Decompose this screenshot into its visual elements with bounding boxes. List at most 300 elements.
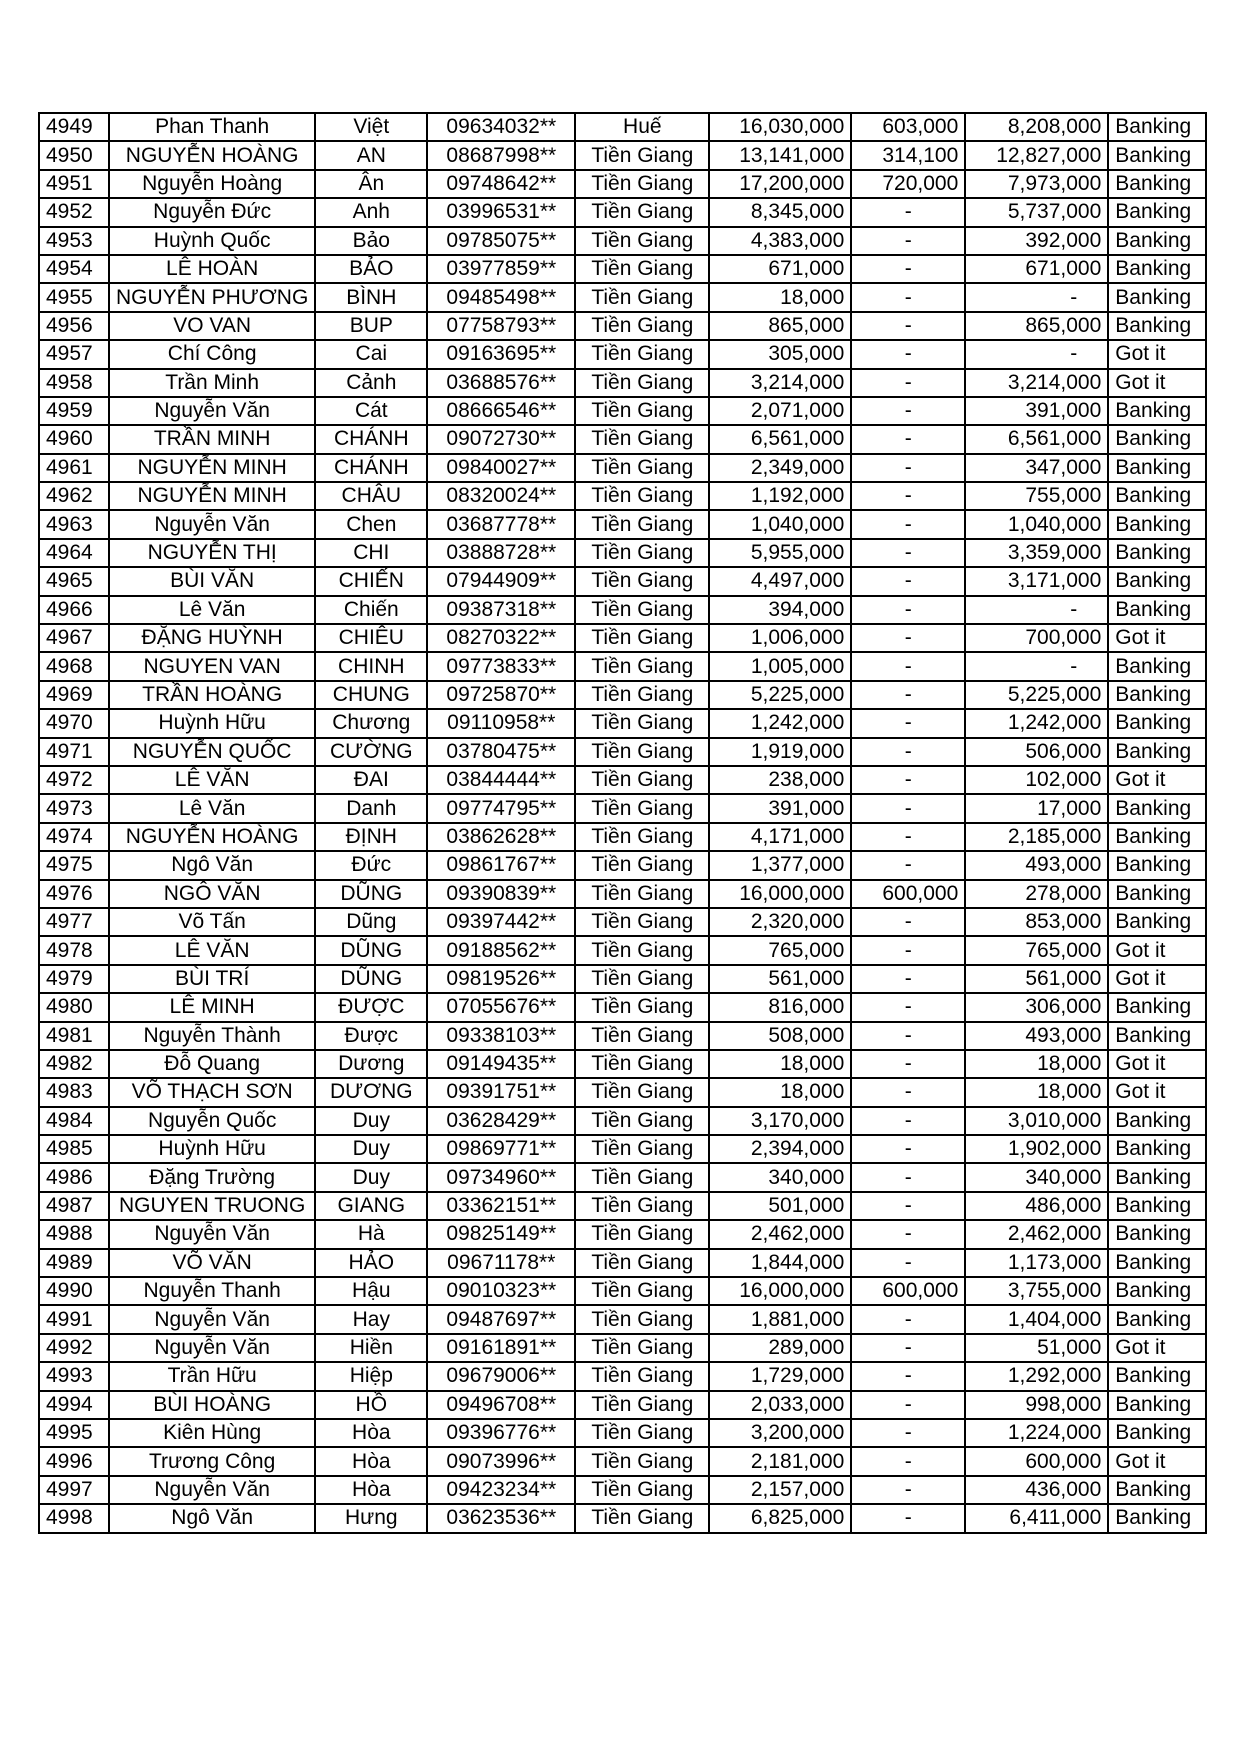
balance-cell: 600,000 bbox=[965, 1447, 1108, 1475]
id-cell: 4993 bbox=[39, 1362, 109, 1390]
method-cell: Banking bbox=[1108, 539, 1206, 567]
balance-cell: 6,411,000 bbox=[965, 1504, 1108, 1532]
method-cell: Banking bbox=[1108, 823, 1206, 851]
id-cell: 4996 bbox=[39, 1447, 109, 1475]
phone-cell: 09149435** bbox=[427, 1050, 575, 1078]
given-name-cell: HẢO bbox=[315, 1249, 427, 1277]
given-name-cell: Việt bbox=[315, 113, 427, 141]
given-name-cell: CHUNG bbox=[315, 681, 427, 709]
balance-cell: 700,000 bbox=[965, 624, 1108, 652]
id-cell: 4987 bbox=[39, 1192, 109, 1220]
province-cell: Tiền Giang bbox=[575, 1078, 709, 1106]
province-cell: Tiền Giang bbox=[575, 567, 709, 595]
table-row bbox=[39, 1050, 1206, 1078]
fee-cell: - bbox=[851, 198, 965, 226]
balance-cell: - bbox=[965, 340, 1108, 368]
method-cell: Banking bbox=[1108, 397, 1206, 425]
balance-cell: 3,755,000 bbox=[965, 1277, 1108, 1305]
given-name-cell: Hòa bbox=[315, 1447, 427, 1475]
fee-cell: - bbox=[851, 936, 965, 964]
fee-cell: - bbox=[851, 1022, 965, 1050]
given-name-cell: Hiệp bbox=[315, 1362, 427, 1390]
method-cell: Banking bbox=[1108, 851, 1206, 879]
family-name-cell: LÊ VĂN bbox=[109, 936, 315, 964]
method-cell: Got it bbox=[1108, 1447, 1206, 1475]
balance-cell: 391,000 bbox=[965, 397, 1108, 425]
table-row bbox=[39, 567, 1206, 595]
method-cell: Banking bbox=[1108, 1220, 1206, 1248]
balance-cell: 506,000 bbox=[965, 738, 1108, 766]
balance-cell: 3,214,000 bbox=[965, 369, 1108, 397]
given-name-cell: ĐAI bbox=[315, 766, 427, 794]
fee-cell: - bbox=[851, 1305, 965, 1333]
id-cell: 4975 bbox=[39, 851, 109, 879]
method-cell: Banking bbox=[1108, 1391, 1206, 1419]
family-name-cell: Huỳnh Hữu bbox=[109, 1135, 315, 1163]
amount-cell: 18,000 bbox=[709, 283, 851, 311]
method-cell: Banking bbox=[1108, 1277, 1206, 1305]
fee-cell: - bbox=[851, 1135, 965, 1163]
family-name-cell: TRẦN MINH bbox=[109, 425, 315, 453]
phone-cell: 09387318** bbox=[427, 596, 575, 624]
fee-cell: - bbox=[851, 1334, 965, 1362]
amount-cell: 671,000 bbox=[709, 255, 851, 283]
family-name-cell: Kiên Hùng bbox=[109, 1419, 315, 1447]
amount-cell: 18,000 bbox=[709, 1050, 851, 1078]
id-cell: 4978 bbox=[39, 936, 109, 964]
family-name-cell: Lê Văn bbox=[109, 794, 315, 822]
balance-cell: 102,000 bbox=[965, 766, 1108, 794]
fee-cell: - bbox=[851, 1107, 965, 1135]
family-name-cell: Nguyễn Đức bbox=[109, 198, 315, 226]
amount-cell: 5,225,000 bbox=[709, 681, 851, 709]
id-cell: 4974 bbox=[39, 823, 109, 851]
balance-cell: 7,973,000 bbox=[965, 170, 1108, 198]
fee-cell: - bbox=[851, 1447, 965, 1475]
balance-cell: 493,000 bbox=[965, 1022, 1108, 1050]
amount-cell: 4,497,000 bbox=[709, 567, 851, 595]
id-cell: 4971 bbox=[39, 738, 109, 766]
id-cell: 4950 bbox=[39, 141, 109, 169]
phone-cell: 03687778** bbox=[427, 510, 575, 538]
table-row bbox=[39, 397, 1206, 425]
province-cell: Tiền Giang bbox=[575, 1249, 709, 1277]
given-name-cell: Hòa bbox=[315, 1476, 427, 1504]
balance-cell: - bbox=[965, 283, 1108, 311]
given-name-cell: CHIÊU bbox=[315, 624, 427, 652]
family-name-cell: Nguyễn Hoàng bbox=[109, 170, 315, 198]
fee-cell: - bbox=[851, 1249, 965, 1277]
fee-cell: - bbox=[851, 1078, 965, 1106]
amount-cell: 1,242,000 bbox=[709, 709, 851, 737]
phone-cell: 09391751** bbox=[427, 1078, 575, 1106]
id-cell: 4960 bbox=[39, 425, 109, 453]
family-name-cell: BÙI HOÀNG bbox=[109, 1391, 315, 1419]
phone-cell: 03362151** bbox=[427, 1192, 575, 1220]
family-name-cell: Chí Công bbox=[109, 340, 315, 368]
table-row bbox=[39, 709, 1206, 737]
province-cell: Tiền Giang bbox=[575, 823, 709, 851]
family-name-cell: Nguyễn Văn bbox=[109, 510, 315, 538]
method-cell: Banking bbox=[1108, 993, 1206, 1021]
fee-cell: - bbox=[851, 624, 965, 652]
province-cell: Tiền Giang bbox=[575, 1192, 709, 1220]
fee-cell: - bbox=[851, 709, 965, 737]
family-name-cell: Nguyễn Thanh bbox=[109, 1277, 315, 1305]
table-row bbox=[39, 340, 1206, 368]
given-name-cell: AN bbox=[315, 141, 427, 169]
given-name-cell: CƯỜNG bbox=[315, 738, 427, 766]
fee-cell: - bbox=[851, 1504, 965, 1532]
family-name-cell: TRẦN HOÀNG bbox=[109, 681, 315, 709]
fee-cell: - bbox=[851, 397, 965, 425]
table-row bbox=[39, 1192, 1206, 1220]
table-row bbox=[39, 993, 1206, 1021]
fee-cell: - bbox=[851, 312, 965, 340]
table-row bbox=[39, 1504, 1206, 1532]
phone-cell: 08666546** bbox=[427, 397, 575, 425]
given-name-cell: Hậu bbox=[315, 1277, 427, 1305]
id-cell: 4977 bbox=[39, 908, 109, 936]
amount-cell: 1,006,000 bbox=[709, 624, 851, 652]
balance-cell: 671,000 bbox=[965, 255, 1108, 283]
fee-cell: - bbox=[851, 1163, 965, 1191]
phone-cell: 07944909** bbox=[427, 567, 575, 595]
id-cell: 4962 bbox=[39, 482, 109, 510]
family-name-cell: NGUYỄN PHƯƠNG bbox=[109, 283, 315, 311]
table-row bbox=[39, 255, 1206, 283]
given-name-cell: Dương bbox=[315, 1050, 427, 1078]
method-cell: Banking bbox=[1108, 1107, 1206, 1135]
balance-cell: 5,737,000 bbox=[965, 198, 1108, 226]
family-name-cell: Ngô Văn bbox=[109, 851, 315, 879]
phone-cell: 03628429** bbox=[427, 1107, 575, 1135]
family-name-cell: VÕ VĂN bbox=[109, 1249, 315, 1277]
method-cell: Banking bbox=[1108, 794, 1206, 822]
id-cell: 4959 bbox=[39, 397, 109, 425]
id-cell: 4989 bbox=[39, 1249, 109, 1277]
family-name-cell: NGUYỄN HOÀNG bbox=[109, 141, 315, 169]
phone-cell: 07055676** bbox=[427, 993, 575, 1021]
family-name-cell: Trần Hữu bbox=[109, 1362, 315, 1390]
fee-cell: - bbox=[851, 1476, 965, 1504]
balance-cell: 8,208,000 bbox=[965, 113, 1108, 141]
fee-cell: - bbox=[851, 794, 965, 822]
balance-cell: 347,000 bbox=[965, 454, 1108, 482]
fee-cell: - bbox=[851, 283, 965, 311]
table-row bbox=[39, 1220, 1206, 1248]
id-cell: 4967 bbox=[39, 624, 109, 652]
province-cell: Tiền Giang bbox=[575, 1050, 709, 1078]
balance-cell: 765,000 bbox=[965, 936, 1108, 964]
table-row bbox=[39, 880, 1206, 908]
method-cell: Banking bbox=[1108, 454, 1206, 482]
table-row bbox=[39, 1334, 1206, 1362]
province-cell: Tiền Giang bbox=[575, 1107, 709, 1135]
province-cell: Tiền Giang bbox=[575, 227, 709, 255]
id-cell: 4983 bbox=[39, 1078, 109, 1106]
id-cell: 4957 bbox=[39, 340, 109, 368]
family-name-cell: VO VAN bbox=[109, 312, 315, 340]
fee-cell: - bbox=[851, 993, 965, 1021]
province-cell: Tiền Giang bbox=[575, 482, 709, 510]
amount-cell: 2,320,000 bbox=[709, 908, 851, 936]
amount-cell: 865,000 bbox=[709, 312, 851, 340]
amount-cell: 289,000 bbox=[709, 1334, 851, 1362]
method-cell: Banking bbox=[1108, 255, 1206, 283]
table-row bbox=[39, 851, 1206, 879]
id-cell: 4964 bbox=[39, 539, 109, 567]
phone-cell: 09188562** bbox=[427, 936, 575, 964]
amount-cell: 394,000 bbox=[709, 596, 851, 624]
balance-cell: 998,000 bbox=[965, 1391, 1108, 1419]
province-cell: Tiền Giang bbox=[575, 766, 709, 794]
method-cell: Banking bbox=[1108, 596, 1206, 624]
fee-cell: - bbox=[851, 482, 965, 510]
phone-cell: 09072730** bbox=[427, 425, 575, 453]
fee-cell: - bbox=[851, 908, 965, 936]
fee-cell: - bbox=[851, 652, 965, 680]
table-row bbox=[39, 1163, 1206, 1191]
province-cell: Tiền Giang bbox=[575, 993, 709, 1021]
amount-cell: 2,157,000 bbox=[709, 1476, 851, 1504]
method-cell: Got it bbox=[1108, 936, 1206, 964]
given-name-cell: CHÁNH bbox=[315, 454, 427, 482]
balance-cell: 17,000 bbox=[965, 794, 1108, 822]
balance-cell: 392,000 bbox=[965, 227, 1108, 255]
method-cell: Banking bbox=[1108, 141, 1206, 169]
amount-cell: 2,349,000 bbox=[709, 454, 851, 482]
phone-cell: 09485498** bbox=[427, 283, 575, 311]
family-name-cell: Nguyễn Thành bbox=[109, 1022, 315, 1050]
table-row bbox=[39, 1135, 1206, 1163]
phone-cell: 09338103** bbox=[427, 1022, 575, 1050]
phone-cell: 08320024** bbox=[427, 482, 575, 510]
table-row bbox=[39, 681, 1206, 709]
province-cell: Tiền Giang bbox=[575, 454, 709, 482]
given-name-cell: Duy bbox=[315, 1107, 427, 1135]
amount-cell: 391,000 bbox=[709, 794, 851, 822]
family-name-cell: Nguyễn Văn bbox=[109, 1220, 315, 1248]
table-row bbox=[39, 198, 1206, 226]
balance-cell: 1,902,000 bbox=[965, 1135, 1108, 1163]
id-cell: 4951 bbox=[39, 170, 109, 198]
given-name-cell: DŨNG bbox=[315, 936, 427, 964]
table-row bbox=[39, 113, 1206, 141]
fee-cell: - bbox=[851, 738, 965, 766]
method-cell: Banking bbox=[1108, 1022, 1206, 1050]
fee-cell: 600,000 bbox=[851, 880, 965, 908]
balance-cell: 436,000 bbox=[965, 1476, 1108, 1504]
method-cell: Banking bbox=[1108, 908, 1206, 936]
province-cell: Tiền Giang bbox=[575, 198, 709, 226]
province-cell: Tiền Giang bbox=[575, 1163, 709, 1191]
method-cell: Banking bbox=[1108, 652, 1206, 680]
province-cell: Tiền Giang bbox=[575, 510, 709, 538]
amount-cell: 17,200,000 bbox=[709, 170, 851, 198]
family-name-cell: Nguyễn Quốc bbox=[109, 1107, 315, 1135]
balance-cell: 3,359,000 bbox=[965, 539, 1108, 567]
phone-cell: 09734960** bbox=[427, 1163, 575, 1191]
table-row bbox=[39, 1391, 1206, 1419]
table-row bbox=[39, 1107, 1206, 1135]
fee-cell: - bbox=[851, 596, 965, 624]
family-name-cell: Huỳnh Quốc bbox=[109, 227, 315, 255]
amount-cell: 3,170,000 bbox=[709, 1107, 851, 1135]
id-cell: 4990 bbox=[39, 1277, 109, 1305]
id-cell: 4992 bbox=[39, 1334, 109, 1362]
phone-cell: 09774795** bbox=[427, 794, 575, 822]
balance-cell: 486,000 bbox=[965, 1192, 1108, 1220]
balance-cell: 12,827,000 bbox=[965, 141, 1108, 169]
fee-cell: - bbox=[851, 766, 965, 794]
family-name-cell: Huỳnh Hữu bbox=[109, 709, 315, 737]
balance-cell: 493,000 bbox=[965, 851, 1108, 879]
amount-cell: 816,000 bbox=[709, 993, 851, 1021]
amount-cell: 2,462,000 bbox=[709, 1220, 851, 1248]
fee-cell: 600,000 bbox=[851, 1277, 965, 1305]
table-row bbox=[39, 482, 1206, 510]
id-cell: 4966 bbox=[39, 596, 109, 624]
amount-cell: 2,394,000 bbox=[709, 1135, 851, 1163]
id-cell: 4997 bbox=[39, 1476, 109, 1504]
table-row bbox=[39, 170, 1206, 198]
given-name-cell: BÌNH bbox=[315, 283, 427, 311]
balance-cell: 340,000 bbox=[965, 1163, 1108, 1191]
balance-cell: 3,010,000 bbox=[965, 1107, 1108, 1135]
balance-cell: 3,171,000 bbox=[965, 567, 1108, 595]
province-cell: Tiền Giang bbox=[575, 170, 709, 198]
amount-cell: 508,000 bbox=[709, 1022, 851, 1050]
table-row bbox=[39, 227, 1206, 255]
given-name-cell: Dũng bbox=[315, 908, 427, 936]
method-cell: Got it bbox=[1108, 340, 1206, 368]
method-cell: Banking bbox=[1108, 170, 1206, 198]
province-cell: Tiền Giang bbox=[575, 1419, 709, 1447]
table-row bbox=[39, 908, 1206, 936]
amount-cell: 16,000,000 bbox=[709, 1277, 851, 1305]
id-cell: 4972 bbox=[39, 766, 109, 794]
family-name-cell: LÊ MINH bbox=[109, 993, 315, 1021]
balance-cell: 1,040,000 bbox=[965, 510, 1108, 538]
id-cell: 4955 bbox=[39, 283, 109, 311]
table-row bbox=[39, 738, 1206, 766]
family-name-cell: VÕ THẠCH SƠN bbox=[109, 1078, 315, 1106]
given-name-cell: Danh bbox=[315, 794, 427, 822]
amount-cell: 4,383,000 bbox=[709, 227, 851, 255]
table-row bbox=[39, 794, 1206, 822]
table-row bbox=[39, 510, 1206, 538]
province-cell: Tiền Giang bbox=[575, 340, 709, 368]
data-table bbox=[38, 112, 1207, 1534]
balance-cell: - bbox=[965, 652, 1108, 680]
amount-cell: 2,071,000 bbox=[709, 397, 851, 425]
method-cell: Banking bbox=[1108, 1476, 1206, 1504]
table-row bbox=[39, 454, 1206, 482]
table-row bbox=[39, 823, 1206, 851]
amount-cell: 8,345,000 bbox=[709, 198, 851, 226]
id-cell: 4963 bbox=[39, 510, 109, 538]
province-cell: Tiền Giang bbox=[575, 652, 709, 680]
fee-cell: - bbox=[851, 567, 965, 595]
phone-cell: 09496708** bbox=[427, 1391, 575, 1419]
phone-cell: 03977859** bbox=[427, 255, 575, 283]
province-cell: Tiền Giang bbox=[575, 1476, 709, 1504]
given-name-cell: HỒ bbox=[315, 1391, 427, 1419]
given-name-cell: ĐƯỢC bbox=[315, 993, 427, 1021]
fee-cell: 314,100 bbox=[851, 141, 965, 169]
method-cell: Banking bbox=[1108, 1249, 1206, 1277]
balance-cell: 18,000 bbox=[965, 1050, 1108, 1078]
fee-cell: - bbox=[851, 965, 965, 993]
province-cell: Tiền Giang bbox=[575, 1334, 709, 1362]
amount-cell: 340,000 bbox=[709, 1163, 851, 1191]
id-cell: 4979 bbox=[39, 965, 109, 993]
id-cell: 4986 bbox=[39, 1163, 109, 1191]
family-name-cell: NGUYEN TRUONG bbox=[109, 1192, 315, 1220]
fee-cell: - bbox=[851, 851, 965, 879]
balance-cell: 1,292,000 bbox=[965, 1362, 1108, 1390]
province-cell: Tiền Giang bbox=[575, 1362, 709, 1390]
family-name-cell: Nguyễn Văn bbox=[109, 1334, 315, 1362]
phone-cell: 08270322** bbox=[427, 624, 575, 652]
phone-cell: 09785075** bbox=[427, 227, 575, 255]
given-name-cell: BẢO bbox=[315, 255, 427, 283]
province-cell: Tiền Giang bbox=[575, 1022, 709, 1050]
method-cell: Banking bbox=[1108, 113, 1206, 141]
province-cell: Tiền Giang bbox=[575, 1391, 709, 1419]
province-cell: Tiền Giang bbox=[575, 880, 709, 908]
amount-cell: 13,141,000 bbox=[709, 141, 851, 169]
phone-cell: 03996531** bbox=[427, 198, 575, 226]
id-cell: 4981 bbox=[39, 1022, 109, 1050]
id-cell: 4965 bbox=[39, 567, 109, 595]
family-name-cell: NGUYỄN THỊ bbox=[109, 539, 315, 567]
method-cell: Banking bbox=[1108, 1135, 1206, 1163]
table-row bbox=[39, 425, 1206, 453]
fee-cell: - bbox=[851, 539, 965, 567]
method-cell: Banking bbox=[1108, 1163, 1206, 1191]
method-cell: Banking bbox=[1108, 709, 1206, 737]
province-cell: Tiền Giang bbox=[575, 1447, 709, 1475]
balance-cell: 755,000 bbox=[965, 482, 1108, 510]
method-cell: Banking bbox=[1108, 1504, 1206, 1532]
id-cell: 4991 bbox=[39, 1305, 109, 1333]
phone-cell: 09390839** bbox=[427, 880, 575, 908]
province-cell: Tiền Giang bbox=[575, 624, 709, 652]
method-cell: Banking bbox=[1108, 880, 1206, 908]
table-row bbox=[39, 1419, 1206, 1447]
family-name-cell: Trương Công bbox=[109, 1447, 315, 1475]
given-name-cell: DŨNG bbox=[315, 880, 427, 908]
amount-cell: 765,000 bbox=[709, 936, 851, 964]
fee-cell: 720,000 bbox=[851, 170, 965, 198]
given-name-cell: Bảo bbox=[315, 227, 427, 255]
amount-cell: 1,729,000 bbox=[709, 1362, 851, 1390]
given-name-cell: Chiến bbox=[315, 596, 427, 624]
province-cell: Tiền Giang bbox=[575, 397, 709, 425]
family-name-cell: Lê Văn bbox=[109, 596, 315, 624]
given-name-cell: ĐỊNH bbox=[315, 823, 427, 851]
table-row bbox=[39, 539, 1206, 567]
id-cell: 4994 bbox=[39, 1391, 109, 1419]
phone-cell: 09161891** bbox=[427, 1334, 575, 1362]
family-name-cell: LÊ VĂN bbox=[109, 766, 315, 794]
province-cell: Tiền Giang bbox=[575, 965, 709, 993]
amount-cell: 1,192,000 bbox=[709, 482, 851, 510]
id-cell: 4980 bbox=[39, 993, 109, 1021]
table-row bbox=[39, 936, 1206, 964]
